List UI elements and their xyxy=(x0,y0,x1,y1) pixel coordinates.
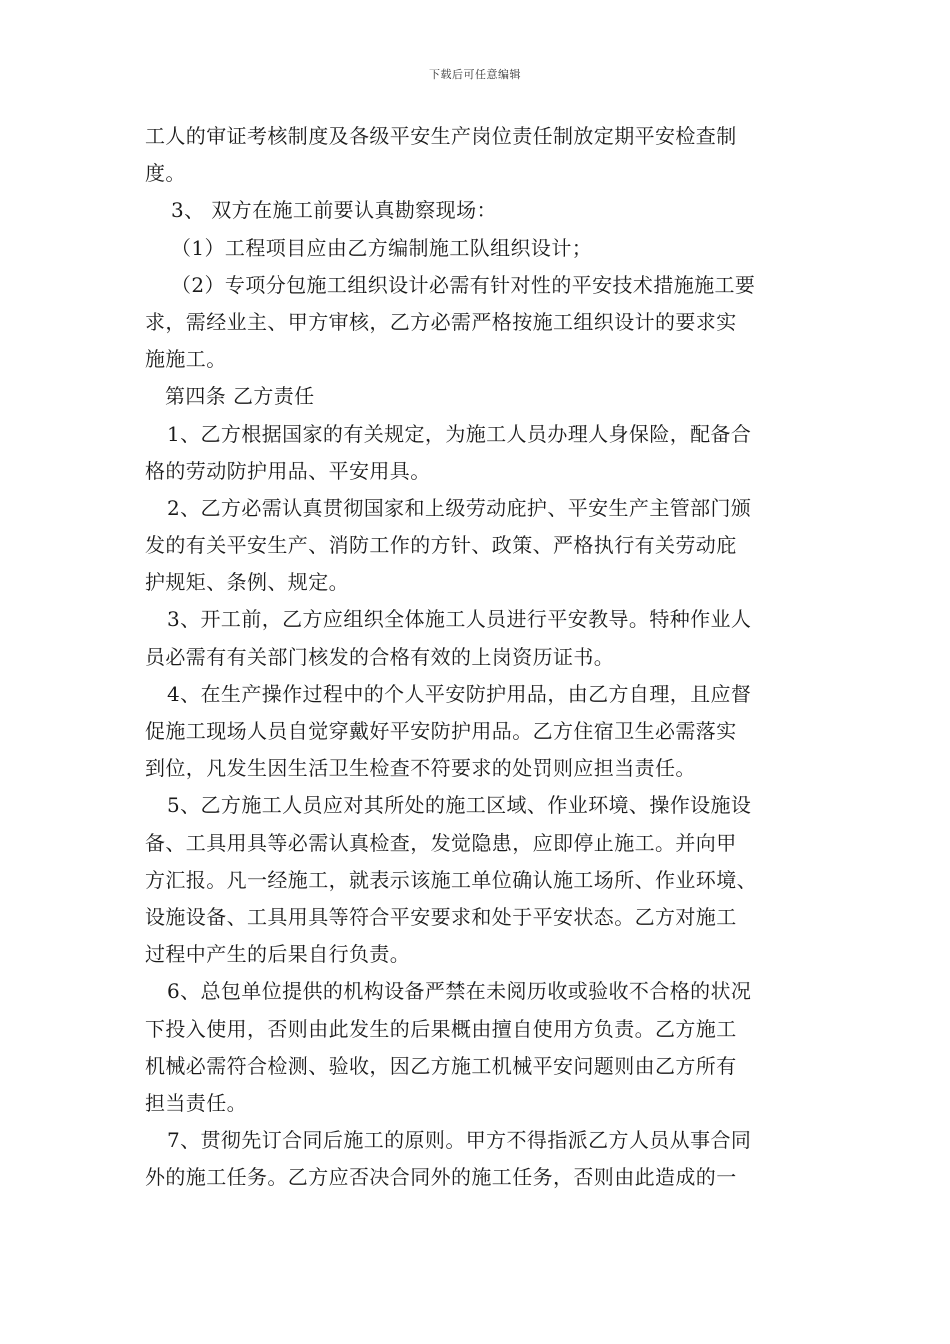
text-line: 过程中产生的后果自行负责。 xyxy=(145,942,411,967)
text-line: 外的施工任务。乙方应否决合同外的施工任务，否则由此造成的一 xyxy=(145,1165,737,1190)
text-line: 度。 xyxy=(145,161,186,186)
text-line: 工人的审证考核制度及各级平安生产岗位责任制放定期平安检查制 xyxy=(145,124,737,148)
text-line: （1）工程项目应由乙方编制施工队组织设计； xyxy=(171,235,593,260)
text-line: 员必需有有关部门核发的合格有效的上岗资历证书。 xyxy=(145,644,615,669)
document-body xyxy=(145,118,825,1196)
text-line: 促施工现场人员自觉穿戴好平安防护用品。乙方住宿卫生必需落实 xyxy=(145,719,737,743)
text-line: 6、总包单位提供的机构设备严禁在未阅历收或验收不合格的状况 xyxy=(167,979,752,1004)
text-line: 7、贯彻先订合同后施工的原则。甲方不得指派乙方人员从事合同 xyxy=(167,1128,752,1153)
text-line: 发的有关平安生产、消防工作的方针、政策、严格执行有关劳动庇 xyxy=(145,533,737,558)
text-line: 5、乙方施工人员应对其所处的施工区域、作业环境、操作设施设 xyxy=(167,793,752,818)
text-line: 备、工具用具等必需认真检查，发觉隐患，应即停止施工。并向甲 xyxy=(145,830,737,855)
text-line: 3、开工前，乙方应组织全体施工人员进行平安教导。特种作业人 xyxy=(167,607,752,632)
text-line: （2）专项分包施工组织设计必需有针对性的平安技术措施施工要 xyxy=(171,272,756,297)
text-line: 到位，凡发生因生活卫生检查不符要求的处罚则应担当责任。 xyxy=(145,756,696,781)
text-line: 4、在生产操作过程中的个人平安防护用品，由乙方自理，且应督 xyxy=(167,681,752,706)
text-line: 格的劳动防护用品、平安用具。 xyxy=(145,458,431,483)
text-line: 1、乙方根据国家的有关规定，为施工人员办理人身保险，配备合 xyxy=(167,421,752,446)
text-line: 求，需经业主、甲方审核，乙方必需严格按施工组织设计的要求实 xyxy=(145,309,737,334)
section-heading: 第四条 乙方责任 xyxy=(165,384,315,409)
text-line: 下投入使用，否则由此发生的后果概由擅自使用方负责。乙方施工 xyxy=(145,1016,737,1041)
page-header: 下载后可任意编辑 xyxy=(429,68,521,81)
text-line: 方汇报。凡一经施工，就表示该施工单位确认施工场所、作业环境、 xyxy=(145,867,757,892)
text-line: 3、 双方在施工前要认真勘察现场： xyxy=(171,198,497,223)
text-line: 担当责任。 xyxy=(145,1090,247,1115)
text-line: 机械必需符合检测、验收，因乙方施工机械平安问题则由乙方所有 xyxy=(145,1053,737,1078)
text-line: 施施工。 xyxy=(145,347,227,372)
text-line: 护规矩、条例、规定。 xyxy=(145,570,349,595)
text-line: 设施设备、工具用具等符合平安要求和处于平安状态。乙方对施工 xyxy=(145,904,737,929)
text-line: 2、乙方必需认真贯彻国家和上级劳动庇护、平安生产主管部门颁 xyxy=(167,495,752,520)
